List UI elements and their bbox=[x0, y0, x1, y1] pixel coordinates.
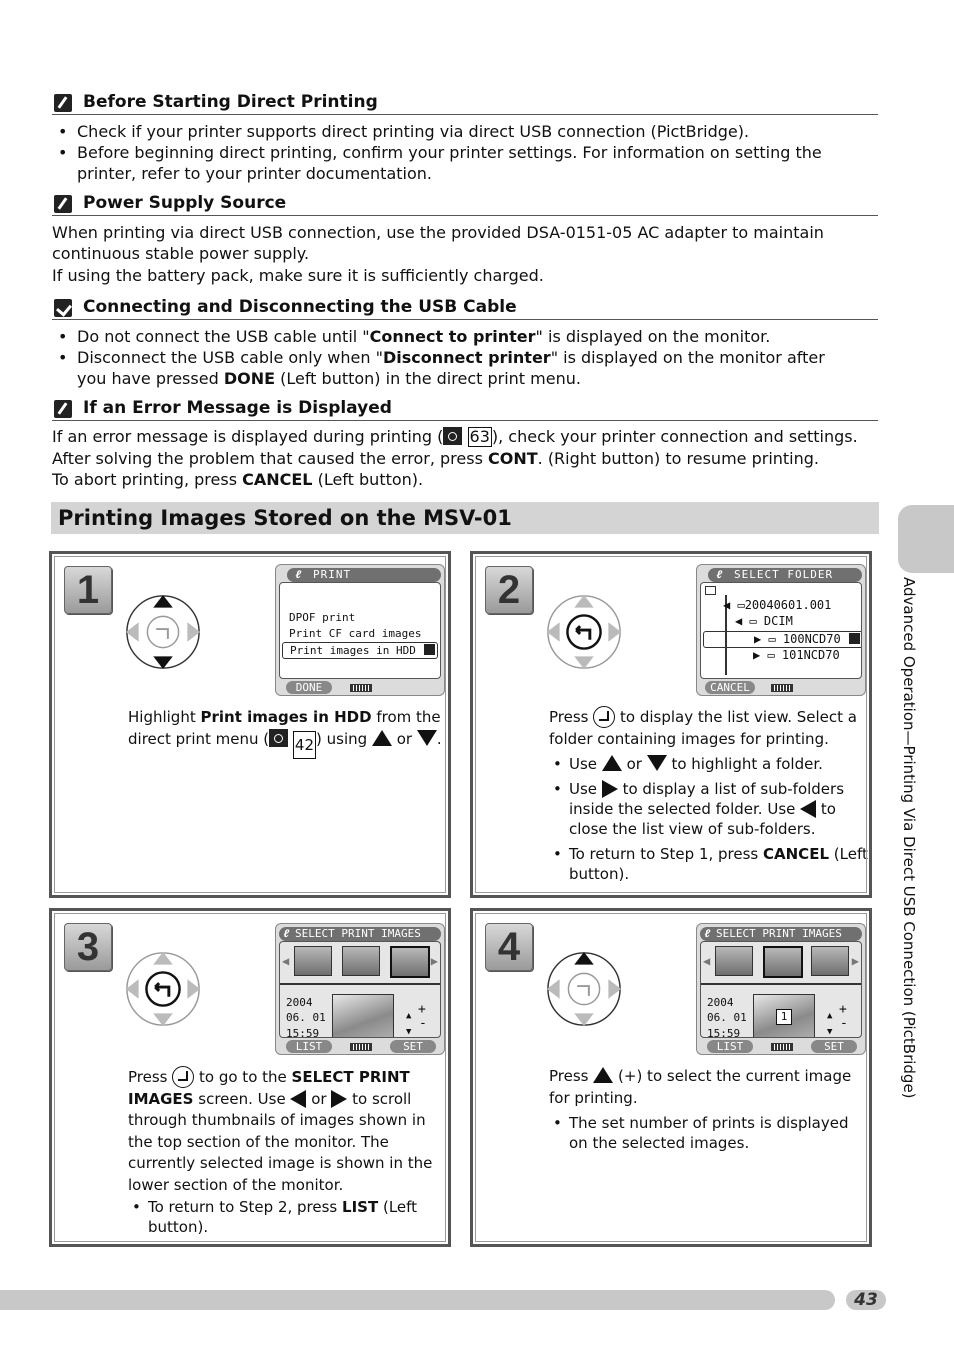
done-button[interactable]: DONE bbox=[286, 681, 332, 694]
pencil-icon bbox=[54, 400, 72, 418]
scroll-right-icon[interactable]: ▶ bbox=[430, 954, 438, 968]
ok-button-icon bbox=[593, 706, 615, 728]
multi-selector-left-right-icon bbox=[124, 950, 202, 1028]
list-item: • Do not connect the USB cable until "Connect to printer" is displayed on the monitor. bbox=[52, 326, 852, 347]
enter-icon bbox=[849, 633, 860, 644]
step-4-panel bbox=[470, 908, 872, 1247]
thumbnail[interactable] bbox=[811, 946, 849, 976]
folder-item-100-selected[interactable]: ▶ ▭ 100NCD70 bbox=[703, 631, 862, 648]
battery-icon bbox=[350, 1043, 372, 1051]
power-supply-paragraph: When printing via direct USB connection, use the provided DSA-0151-05 AC adapter to maintain continuous stable power supply. bbox=[52, 223, 824, 263]
note-1-bullets bbox=[52, 121, 852, 184]
divider bbox=[701, 983, 861, 985]
step-3-bullets bbox=[128, 1197, 448, 1242]
lcd-select-print-images: ℓ SELECT PRINT IMAGES ◀ ▶ 2004 06. 01 15:59 1 + ▲ ▼ - LIST SET bbox=[696, 923, 866, 1055]
footer-bar bbox=[0, 1290, 835, 1310]
thumbnail-selected[interactable] bbox=[390, 946, 430, 978]
step-1-text: Highlight Print images in HDD from the direct print menu ( 42 ) using or . bbox=[128, 706, 448, 759]
thumbnail-selected[interactable] bbox=[763, 946, 803, 978]
up-arrow-icon bbox=[593, 1067, 613, 1083]
page-ref-link[interactable]: 42 bbox=[293, 731, 316, 759]
error-line-1: If an error message is displayed during printing ( 63 ), check your printer connection and settings. bbox=[52, 427, 858, 446]
battery-paragraph: If using the battery pack, make sure it is sufficiently charged. bbox=[52, 266, 544, 285]
down-arrow-icon bbox=[417, 730, 437, 746]
battery-icon bbox=[350, 684, 372, 692]
step-number: 2 bbox=[485, 566, 533, 614]
battery-icon bbox=[771, 1043, 793, 1051]
pictbridge-icon: ℓ bbox=[716, 568, 723, 581]
menu-item-hdd-selected[interactable]: Print images in HDD bbox=[282, 642, 438, 659]
pictbridge-icon: ℓ bbox=[283, 927, 290, 940]
right-arrow-icon bbox=[602, 780, 618, 798]
list-item: • Use to display a list of sub-folders inside the selected folder. Use to close the list view of sub-folders. bbox=[549, 779, 871, 839]
folder-item-101[interactable]: ▶ ▭ 101NCD70 bbox=[753, 648, 840, 662]
multi-selector-up-icon bbox=[545, 950, 623, 1028]
check-icon bbox=[54, 299, 72, 317]
multi-selector-ok-icon bbox=[545, 593, 623, 671]
right-arrow-icon bbox=[331, 1090, 347, 1108]
set-button[interactable]: SET bbox=[811, 1040, 857, 1053]
menu-item-dpof[interactable]: DPOF print bbox=[289, 611, 356, 624]
thumbnail[interactable] bbox=[294, 946, 332, 976]
divider bbox=[280, 983, 440, 985]
list-item: • Use or to highlight a folder. bbox=[549, 754, 871, 774]
ok-button-icon bbox=[172, 1066, 194, 1088]
error-line-2: After solving the problem that caused the error, press CONT. (Right button) to resume printing. bbox=[52, 449, 820, 468]
step-4-bullets bbox=[549, 1113, 871, 1158]
battery-icon bbox=[771, 684, 793, 692]
lcd-select-print-images: ℓ SELECT PRINT IMAGES ◀ ▶ 2004 06. 01 15:59 + ▲ ▼ - LIST SET bbox=[275, 923, 445, 1055]
step-number: 3 bbox=[64, 923, 112, 971]
list-item: • To return to Step 1, press CANCEL (Left button). bbox=[549, 844, 871, 884]
left-arrow-icon bbox=[800, 800, 816, 818]
up-arrow-icon bbox=[602, 755, 622, 771]
image-date-day: 06. 01 bbox=[286, 1011, 326, 1024]
camera-ref-icon bbox=[443, 427, 462, 445]
error-line-3: To abort printing, press CANCEL (Left button). bbox=[52, 470, 424, 489]
folder-item-dcim[interactable]: ◀ ▭ DCIM bbox=[735, 614, 793, 628]
step-2-text: Press to display the list view. Select a folder containing images for printing. bbox=[549, 708, 857, 748]
up-arrow-icon bbox=[372, 730, 392, 746]
thumbnail[interactable] bbox=[342, 946, 380, 976]
page-number: 43 bbox=[846, 1290, 886, 1310]
step-3-panel bbox=[49, 908, 451, 1247]
multi-selector-up-down-icon bbox=[124, 593, 202, 671]
image-time: 15:59 bbox=[286, 1027, 320, 1038]
note-heading-power-supply: Power Supply Source bbox=[52, 193, 878, 216]
list-button[interactable]: LIST bbox=[707, 1040, 753, 1053]
note-heading-usb-cable: Connecting and Disconnecting the USB Cable bbox=[52, 297, 878, 320]
enter-icon bbox=[424, 644, 435, 655]
image-time: 15:59 bbox=[707, 1027, 741, 1038]
count-stepper[interactable]: + ▲ ▼ - bbox=[406, 1002, 427, 1037]
list-item: • Disconnect the USB cable only when "Disconnect printer" is displayed on the monitor after you have pressed DONE (Left button) in the direct print menu. bbox=[52, 347, 852, 389]
lcd-print-menu: ℓ PRINT DPOF print Print CF card images Print images in HDD DONE bbox=[275, 564, 445, 696]
current-image-preview bbox=[753, 994, 815, 1038]
menu-item-cf-card[interactable]: Print CF card images bbox=[289, 627, 422, 640]
left-arrow-icon bbox=[290, 1090, 306, 1108]
image-date-day: 06. 01 bbox=[707, 1011, 747, 1024]
current-image-preview bbox=[332, 994, 394, 1038]
up-folder-icon bbox=[705, 586, 716, 595]
note-3-bullets bbox=[52, 326, 852, 389]
pencil-icon bbox=[54, 195, 72, 213]
scroll-right-icon[interactable]: ▶ bbox=[851, 954, 859, 968]
count-stepper[interactable]: + ▲ ▼ - bbox=[827, 1002, 848, 1037]
step-number: 1 bbox=[64, 566, 112, 614]
side-tab bbox=[898, 505, 954, 573]
pencil-icon bbox=[54, 94, 72, 112]
step-1-panel bbox=[49, 551, 451, 898]
side-chapter-label: Advanced Operation—Printing Via Direct USB Connection (PictBridge) bbox=[900, 577, 918, 1099]
scroll-left-icon[interactable]: ◀ bbox=[703, 954, 711, 968]
step-2-bullets bbox=[549, 754, 871, 889]
scroll-left-icon[interactable]: ◀ bbox=[282, 954, 290, 968]
step-number: 4 bbox=[485, 923, 533, 971]
note-heading-before-starting: Before Starting Direct Printing bbox=[52, 92, 878, 115]
folder-item-root[interactable]: ◀ ▭20040601.001 bbox=[723, 598, 832, 612]
list-item: • To return to Step 2, press LIST (Left button). bbox=[128, 1197, 448, 1237]
list-button[interactable]: LIST bbox=[286, 1040, 332, 1053]
list-item: • Before beginning direct printing, confirm your printer settings. For information on setting the printer, refer to your printer documentation. bbox=[52, 142, 852, 184]
print-count-badge: 1 bbox=[776, 1009, 792, 1025]
section-title: Printing Images Stored on the MSV-01 bbox=[58, 506, 512, 530]
lcd-select-folder: ℓ SELECT FOLDER ◀ ▭20040601.001 ◀ ▭ DCIM ▶ ▭ 100NCD70 ▶ ▭ 101NCD70 CANCEL bbox=[696, 564, 866, 696]
thumbnail[interactable] bbox=[715, 946, 753, 976]
cancel-button[interactable]: CANCEL bbox=[705, 681, 755, 694]
list-item: • Check if your printer supports direct printing via direct USB connection (PictBridge). bbox=[52, 121, 852, 142]
down-arrow-icon bbox=[647, 755, 667, 771]
step-2-panel bbox=[470, 551, 872, 898]
pictbridge-icon: ℓ bbox=[295, 568, 302, 581]
image-date-year: 2004 bbox=[707, 996, 734, 1009]
camera-ref-icon bbox=[269, 729, 288, 747]
image-date-year: 2004 bbox=[286, 996, 313, 1009]
step-4-text: Press (+) to select the current image for printing. bbox=[549, 1067, 852, 1107]
section-title-bar bbox=[51, 502, 879, 534]
step-3-text: Press to go to the SELECT PRINT IMAGES screen. Use or to scroll through thumbnails of images shown in the top section of the monitor. The currently selected image is shown in the lower section of the monitor. bbox=[128, 1068, 433, 1194]
set-button[interactable]: SET bbox=[390, 1040, 436, 1053]
list-item: • The set number of prints is displayed on the selected images. bbox=[549, 1113, 871, 1153]
page-ref-link[interactable]: 63 bbox=[469, 427, 490, 446]
note-heading-error-message: If an Error Message is Displayed bbox=[52, 398, 878, 421]
pictbridge-icon: ℓ bbox=[704, 927, 711, 940]
